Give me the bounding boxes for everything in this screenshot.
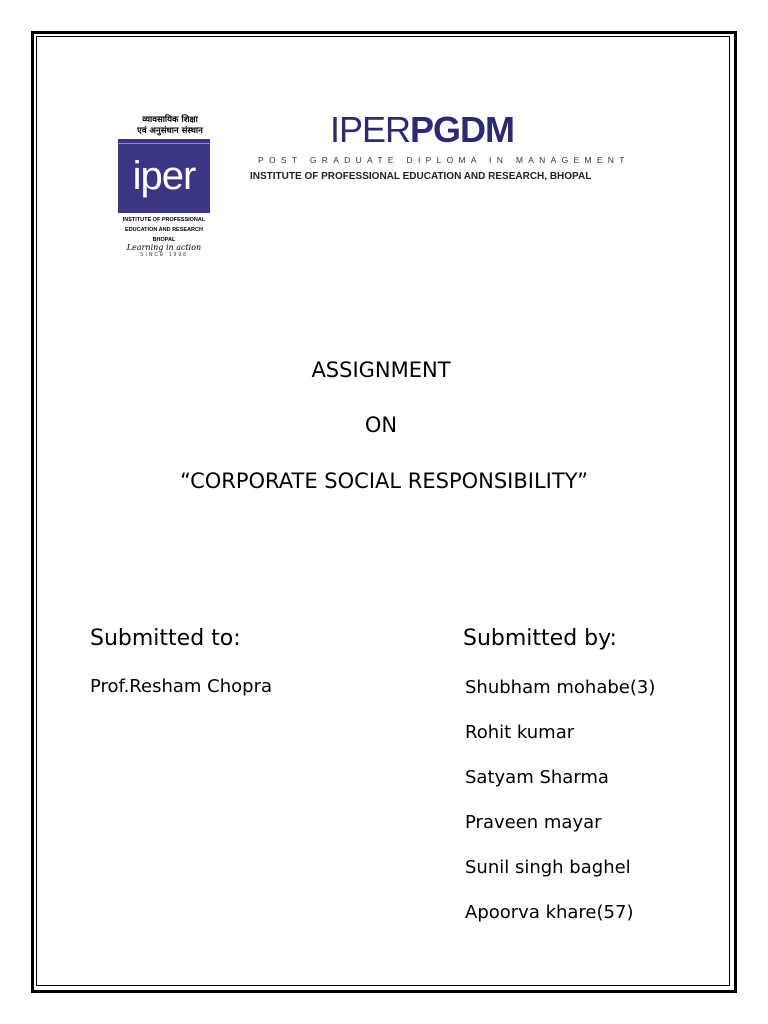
member-name: Satyam Sharma (465, 767, 609, 788)
member-name: Rohit kumar (465, 722, 575, 743)
logo-mark-text: iper (132, 153, 196, 198)
logo-hindi-line-1: व्यावसायिक शिक्षा (142, 115, 198, 125)
logo-hindi-line-2: एवं अनुसंधान संस्थान (137, 126, 203, 136)
logo-since: SINCE 1998 (140, 252, 188, 258)
logo-tagline: Learning in action (126, 243, 202, 252)
member-name: Sunil singh baghel (465, 857, 631, 878)
assignment-heading: ASSIGNMENT (311, 358, 451, 382)
assignment-on: ON (364, 413, 398, 437)
submitted-to-label: Submitted to: (90, 626, 241, 651)
assignment-topic: “CORPORATE SOCIAL RESPONSIBILITY” (179, 469, 589, 493)
logo-institute-line-3: BHOPAL (152, 237, 176, 243)
logo-institute-line-1: INSTITUTE OF PROFESSIONAL (122, 217, 206, 223)
member-list (465, 676, 655, 946)
iper-logo (114, 115, 226, 258)
member-name: Apoorva khare(57) (465, 902, 634, 923)
member-name: Praveen mayar (465, 812, 602, 833)
logo-institute-line-2: EDUCATION AND RESEARCH (125, 227, 203, 233)
brand-bold: PGDM (410, 109, 515, 150)
professor-name: Prof.Resham Chopra (90, 676, 272, 697)
brand-wordmark (330, 109, 515, 150)
institute-name: INSTITUTE OF PROFESSIONAL EDUCATION AND RESEARCH, BHOPAL (250, 171, 592, 182)
program-subtitle: POST GRADUATE DIPLOMA IN MANAGEMENT (258, 155, 630, 165)
submitted-by-label: Submitted by: (463, 626, 617, 651)
logo-mark (118, 139, 210, 213)
member-name: Shubham mohabe(3) (465, 677, 656, 698)
brand-light: IPER (330, 109, 411, 150)
